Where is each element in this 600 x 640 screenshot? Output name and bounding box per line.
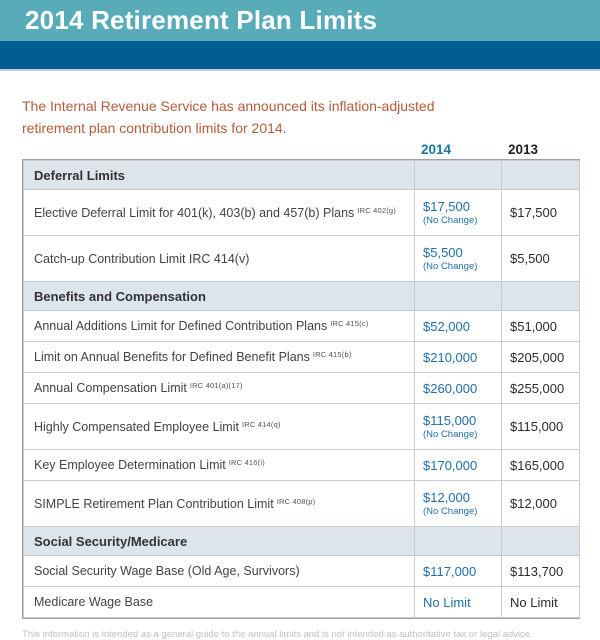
value-2013: $5,500	[502, 236, 580, 282]
limits-table	[23, 160, 580, 618]
section-title: Social Security/Medicare	[24, 527, 415, 556]
table-column-headers	[0, 139, 600, 159]
value-2014	[415, 190, 502, 236]
row-label	[24, 373, 415, 404]
section-empty-cell-2013	[502, 282, 580, 311]
table-row	[24, 311, 580, 342]
value-2013: No Limit	[502, 587, 580, 618]
value-2014-amount: $210,000	[423, 349, 478, 365]
column-header-2014: 2014	[421, 142, 452, 157]
limits-table-wrapper	[22, 159, 580, 619]
table-row	[24, 404, 580, 450]
row-label	[24, 342, 415, 373]
row-label	[24, 236, 415, 282]
value-2013: $51,000	[502, 311, 580, 342]
row-label-text: SIMPLE Retirement Plan Contribution Limit	[34, 496, 274, 511]
section-title: Deferral Limits	[24, 161, 415, 190]
value-2014-amount: $117,000	[423, 563, 477, 579]
value-2014-amount: $170,000	[423, 457, 478, 473]
section-empty-cell-2014	[415, 161, 502, 190]
page-header-band	[0, 0, 600, 41]
value-2014	[415, 236, 502, 282]
value-2014	[415, 481, 502, 527]
value-2014	[415, 556, 502, 587]
section-empty-cell-2014	[415, 282, 502, 311]
table-row	[24, 190, 580, 236]
table-row	[24, 450, 580, 481]
value-2013: $255,000	[502, 373, 580, 404]
no-change-note: (No Change)	[423, 506, 478, 517]
value-2014-amount: $52,000	[423, 318, 470, 334]
table-row	[24, 373, 580, 404]
value-2014	[415, 373, 502, 404]
irc-reference: IRC 402(g)	[357, 205, 396, 215]
column-header-2013: 2013	[508, 142, 539, 157]
value-2013: $17,500	[502, 190, 580, 236]
no-change-note: (No Change)	[423, 429, 478, 440]
value-2014	[415, 404, 502, 450]
value-2014-amount: $115,000	[423, 413, 477, 428]
intro-line-2: retirement plan contribution limits for 2014.	[22, 120, 287, 136]
row-label	[24, 587, 415, 618]
section-header-row	[24, 161, 580, 190]
header-divider-line	[0, 69, 600, 71]
table-row	[24, 236, 580, 282]
row-label	[24, 190, 415, 236]
row-label-text: Annual Additions Limit for Defined Contribution Plans	[34, 319, 328, 333]
no-change-note: (No Change)	[423, 215, 478, 226]
section-header-row	[24, 282, 580, 311]
value-2013: $12,000	[502, 481, 580, 527]
section-title: Benefits and Compensation	[24, 282, 415, 311]
value-2013: $115,000	[502, 404, 580, 450]
section-empty-cell-2014	[415, 527, 502, 556]
irc-reference: IRC 415(b)	[312, 350, 352, 359]
row-label-text: Limit on Annual Benefits for Defined Benefit Plans	[34, 350, 310, 364]
value-2013: $205,000	[502, 342, 580, 373]
section-empty-cell-2013	[502, 527, 580, 556]
value-2014	[415, 342, 502, 373]
row-label-text: Catch-up Contribution Limit IRC 414(v)	[34, 251, 250, 266]
value-2014	[415, 450, 502, 481]
row-label-text: Key Employee Determination Limit	[34, 458, 226, 472]
row-label-text: Annual Compensation Limit	[34, 381, 187, 395]
section-header-row	[24, 527, 580, 556]
value-2014-amount: $12,000	[423, 490, 470, 505]
row-label-text: Social Security Wage Base (Old Age, Survivors)	[34, 564, 300, 578]
irc-reference: IRC 401(a)(17)	[189, 381, 243, 390]
intro-text	[22, 95, 600, 139]
value-2013: $113,700	[502, 556, 580, 587]
row-label-text: Highly Compensated Employee Limit	[34, 419, 239, 434]
row-label-text: Elective Deferral Limit for 401(k), 403(b) and 457(b) Plans	[34, 205, 355, 220]
no-change-note: (No Change)	[423, 261, 478, 272]
value-2014-amount: $260,000	[423, 380, 478, 396]
intro-line-1: The Internal Revenue Service has announced its inflation-adjusted	[22, 98, 435, 114]
row-label-text: Medicare Wage Base	[34, 595, 154, 609]
row-label	[24, 404, 415, 450]
irc-reference: IRC 408(p)	[276, 496, 316, 506]
header-accent-bar	[0, 41, 600, 69]
row-label	[24, 556, 415, 587]
row-label	[24, 450, 415, 481]
value-2014-amount: No Limit	[423, 594, 471, 610]
table-row	[24, 481, 580, 527]
footnote-text: This information is intended as a general guide to the annual limits and is not intended as authoritative tax or legal advice.	[22, 629, 533, 640]
value-2014	[415, 311, 502, 342]
page-title: 2014 Retirement Plan Limits	[25, 5, 378, 35]
row-label	[24, 311, 415, 342]
value-2013: $165,000	[502, 450, 580, 481]
value-2014-amount: $5,500	[423, 245, 463, 260]
irc-reference: IRC 415(c)	[330, 319, 369, 328]
table-row	[24, 587, 580, 618]
irc-reference: IRC 414(q)	[241, 419, 281, 429]
section-empty-cell-2013	[502, 161, 580, 190]
table-row	[24, 342, 580, 373]
row-label	[24, 481, 415, 527]
value-2014	[415, 587, 502, 618]
value-2014-amount: $17,500	[423, 199, 470, 214]
irc-reference: IRC 416(i)	[228, 458, 265, 467]
table-row	[24, 556, 580, 587]
